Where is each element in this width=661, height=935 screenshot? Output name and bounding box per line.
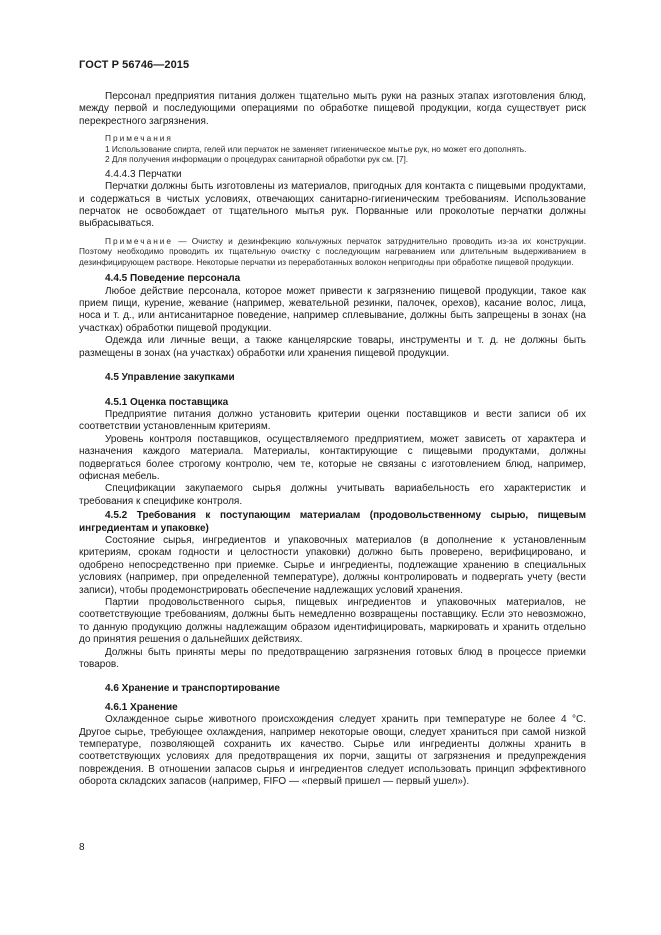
section-heading-4-5: 4.5 Управление закупками — [105, 372, 235, 384]
page-number: 8 — [79, 842, 85, 853]
document-code-header: ГОСТ Р 56746—2015 — [79, 59, 190, 71]
section-heading-4-6-1: 4.6.1 Хранение — [105, 701, 178, 713]
paragraph-specifications: Спецификации закупаемого сырья должны учитывать вариабельность его характеристик и требования к специфике контроля. — [79, 483, 586, 507]
note-gloves — [79, 236, 586, 268]
section-heading-4-6: 4.6 Хранение и транспортирование — [105, 683, 280, 695]
paragraph-nonconforming-batches: Партии продовольственного сырья, пищевых ингредиентов и упаковочных материалов, не соответствующие требованиям, должны быть немедленно возвращены поставщику. Если это невозможно, то данную продукцию должны надлежащим образом идентифицировать, маркировать и хранить отдельно до принятия решения о дальнейших действиях. — [79, 597, 586, 646]
paragraph-gloves: Перчатки должны быть изготовлены из материалов, пригодных для контакта с пищевыми продуктами, и содержаться в чистых условиях, отвечающих санитарно-гигиеническим требованиям. Использование перчаток не освобождает от тщательного мытья рук. Порванные или проколотые перчатки должны выбрасываться. — [79, 181, 586, 230]
paragraph-supplier-control: Уровень контроля поставщиков, осуществляемого предприятием, может зависеть от характера и назначения каждого материала. Материалы, контактирующие с пищевыми продуктами, должны подвергаться более строгому контролю, чем те, которые не связаны с изготовлением блюд, например, офисная мебель. — [79, 433, 586, 482]
section-heading-4-5-2: 4.5.2 Требования к поступающим материалам (продовольственному сырью, пищевым ингредиентам и упаковке) — [79, 510, 586, 534]
paragraph-incoming-inspection: Состояние сырья, ингредиентов и упаковочных материалов (в дополнение к установленным критериям, срокам годности и целостности упаковки) должно быть проверено, верифицировано, и одобрено непосредственно при приемке. Сырье и ингредиенты, подлежащие хранению в специальных условиях (например, при определенной температуре), должны контролировать и подвергать учету (вести записи), чтобы продемонстрировать обеспечение надлежащих условий хранения. — [79, 534, 586, 596]
section-heading-4-5-1: 4.5.1 Оценка поставщика — [105, 396, 229, 408]
note-item-2: 2 Для получения информации о процедурах санитарной обработки рук см. [7]. — [105, 154, 409, 165]
paragraph-contamination-prevention: Должны быть приняты меры по предотвращению загрязнения готовых блюд в процессе приемки товаров. — [79, 646, 586, 671]
paragraph-supplier-criteria: Предприятие питания должно установить критерии оценки поставщиков и вести записи об их соответствии установленным критериям. — [79, 408, 586, 433]
paragraph-storage: Охлажденное сырье животного происхождения следует хранить при температуре не более 4 °С. Другое сырье, требующее охлаждения, например некоторые овощи, следует храниться при самой низкой температуре, позволяющей сохранить их качество. Сырье или ингредиенты должны хранить в соответствующих условиях для предотвращения их порчи, защиты от загрязнения и предупреждения повреждения. В отношении запасов сырья и ингредиентов следует использовать принцип эффективного оборота складских запасов (например, FIFO — «первый пришел — первый ушел»). — [79, 714, 586, 788]
note-label: Примечание — [105, 235, 174, 246]
note-hand-washing — [79, 133, 586, 165]
section-heading-4-4-4-3: 4.4.4.3 Перчатки — [105, 168, 182, 180]
section-heading-4-4-5: 4.4.5 Поведение персонала — [105, 273, 241, 285]
note-text: — Очистку и дезинфекцию кольчужных перчаток затруднительно проводить из-за их конструкции. Поэтому необходимо проводить их тщательную очистку с последующим нагреванием или длительным выдерживанием в дезинфицирующем растворе. Некоторые перчатки из переработанных волокон непригодны при обработке пищевой продукции. — [79, 235, 586, 267]
note-title: Примечания — [105, 133, 173, 144]
document-body — [79, 91, 586, 789]
note-item-1: 1 Использование спирта, гелей или перчаток не заменяет гигиеническое мытье рук, но может его дополнять. — [105, 143, 527, 154]
paragraph-hand-washing: Персонал предприятия питания должен тщательно мыть руки на разных этапах изготовления блюд, между первой и последующими операциями по обработке пищевой продукции, когда существует риск перекрестного загрязнения. — [79, 91, 586, 127]
paragraph-staff-behavior: Любое действие персонала, которое может привести к загрязнению пищевой продукции, такое как прием пищи, курение, жевание (например, жевательной резинки, палочек, орехов), касание волос, лица, носа и т. д., или антисанитарное поведение, например сплевывание, должны быть запрещены в зонах (на участках) обработки пищевой продукции. — [79, 285, 586, 334]
paragraph-personal-items: Одежда или личные вещи, а также канцелярские товары, инструменты и т. д. не должны быть размещены в зонах (на участках) обработки или хранения пищевой продукции. — [79, 335, 586, 359]
